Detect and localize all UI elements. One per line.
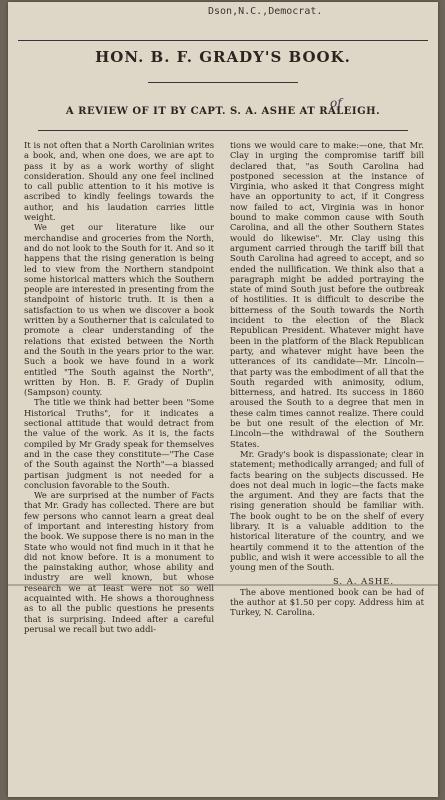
paragraph: We are surprised at the number of Facts that Mr. Grady has collected. There are but few persons who cannot learn a great deal of important and interesting history from the book. We suppose there is no man in the State who would not find much in it that he did not know before. It is a monument to the painstaking author, whose ability and industry are well known, but whose research we at least were not so well acquainted with. He shows a thoroughness as to all the public questions he presents that is surprising. Indeed after a careful perusal we recall but two addi- (24, 490, 214, 634)
author-signature: S. A. ASHE. (332, 576, 394, 587)
handwritten-annotation: of (330, 96, 342, 110)
right-column (230, 140, 424, 792)
newspaper-stamp: Dson,N.C.,Democrat. (208, 6, 323, 17)
article-subtitle: A REVIEW OF IT BY CAPT. S. A. ASHE AT RALEIGH. (65, 106, 381, 117)
article-title: HON. B. F. GRADY'S BOOK. (95, 48, 351, 66)
paragraph: tions we would care to make:—one, that Mr. Clay in urging the compromise tariff bill declared that, "as South Carolina had postponed secession at the instance of Virginia, who asked it that Congress might have an opportunity to act, if it Congress now failed to act, Virginia was in honor bound to make common cause with South Carolina, and all the other Southern States would do likewise". Mr. Clay using this argument carried through the tariff bill that South Carolina had agreed to accept, and so ended the nullification. We think also that a paragraph might be added portraying the state of mind South just before the outbreak of hostilities. It is difficult to describe the bitterness of the South towards the North incident to the election of the Black Republican President. Whatever might have been in the platform of the Black Republican party, and whatever might have been the utterances of its candidate—Mr. Lincoln—that party was the embodiment of all that the South regarded with animosity, odium, bitterness, and hatred. Its success in 1860 aroused the South to a degree that men in these calm times cannot realize. There could be but one result of the election of Mr. Lincoln—the withdrawal of the Southern States. (230, 140, 424, 449)
title-rule (148, 82, 298, 83)
paper-fold (8, 584, 438, 586)
subtitle-rule (38, 130, 408, 131)
newspaper-clipping (8, 2, 438, 797)
top-rule (18, 40, 428, 41)
paragraph: The title we think had better been "Some Historical Truths", for it indicates a sectional attitude that would detract from the value of the work. As it is, the facts compiled by Mr Grady speak for themselves and in the case they constitute—"The Case of the South against the North"—a biassed partisan judgment is not needed for a conclusion favorable to the South. (24, 397, 214, 490)
paragraph: We get our literature like our merchandise and groceries from the North, and do not look to the South for it. And so it happens that the rising generation is being led to view from the Northern standpoint some historical matters which the Southern people are interested in presenting from the standpoint of historic truth. It is then a satisfaction to us when we discover a book written by a Southerner that is calculated to promote a clear understanding of the relations that existed between the North and the South in the years prior to the war. Such a book we have found in a work entitled "The South against the North", written by Hon. B. F. Grady of Duplin (Sampson) county. (24, 222, 214, 398)
paragraph: It is not often that a North Carolinian writes a book, and, when one does, we are apt to pass it by as a work worthy of slight consideration. Should any one feel inclined to call public attention to it his motive is ascribed to kindly feelings towards the author, and his laudation carries little weight. (24, 140, 214, 223)
left-column (24, 140, 214, 792)
book-notice: The above mentioned book can be had of the author at $1.50 per copy. Address him at Turkey, N. Carolina. (230, 586, 424, 618)
paragraph: Mr. Grady's book is dispassionate; clear in statement; methodically arranged; and full of facts bearing on the subjects discussed. He does not deal much in logic—the facts make the argument. And they are facts that the rising generation should be familiar with. The book ought to be on the shelf of every library. It is a valuable addition to the historical literature of the country, and we heartily commend it to the attention of the public, and wish it were accessible to all the young men of the South. (230, 448, 424, 573)
